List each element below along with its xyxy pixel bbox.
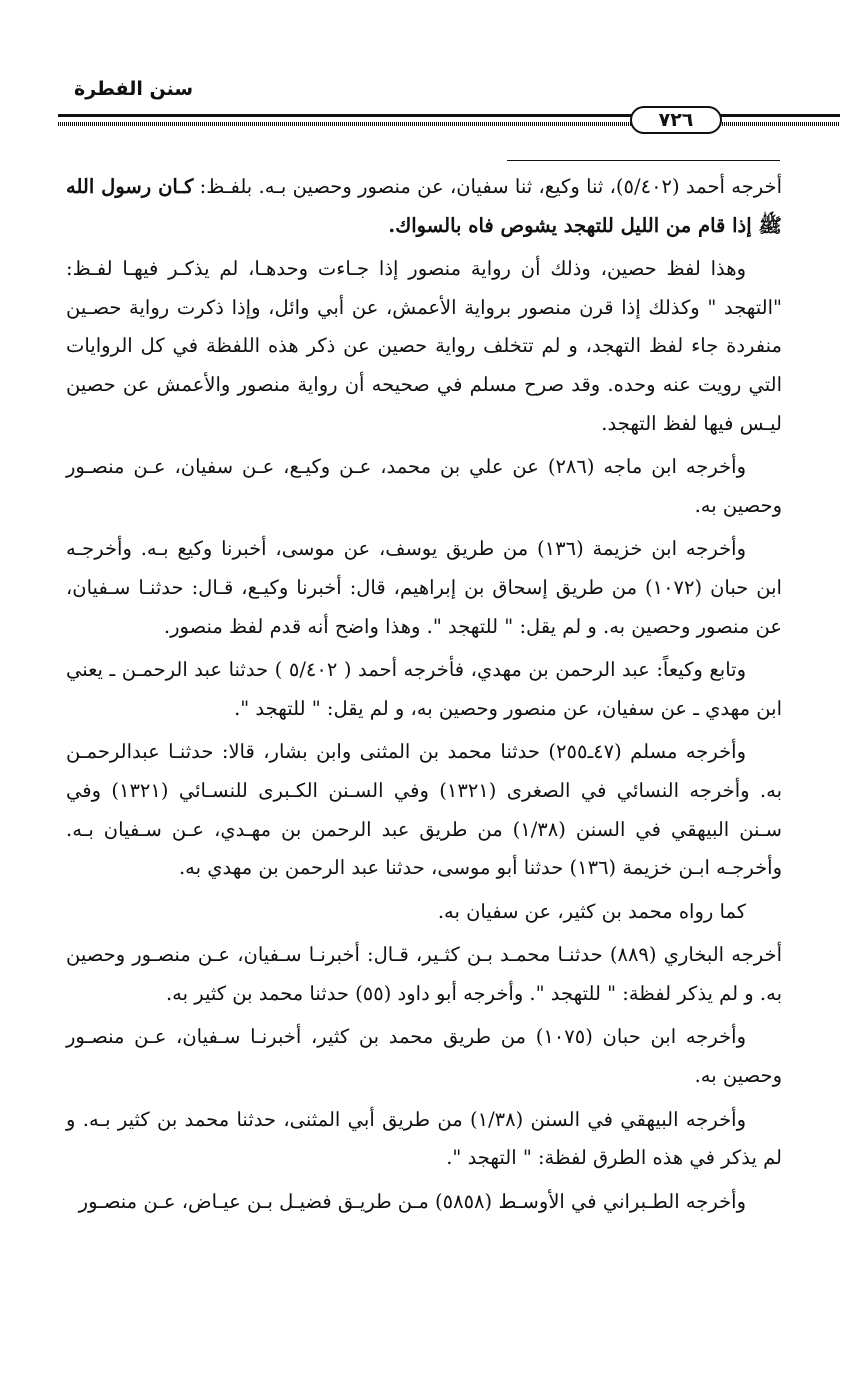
paragraph — [66, 1183, 782, 1222]
paragraph-text: وأخرجه ابن حبان (١٠٧٥) من طريق محمد بن كثير، أخبرنـا سـفيان، عـن منصـور وحصين به. — [66, 1025, 782, 1088]
paragraph-text: أخرجه البخاري (٨٨٩) حدثنـا محمـد بـن كثـير، قـال: أخبرنـا سـفيان، عـن منصـور وحصين به. و لم يذكر لفظة: " للتهجد ". وأخرجه أبو داود (٥٥) حدثنا محمد بن كثير به. — [66, 943, 782, 1005]
paragraph-text: وأخرجه مسلم (٤٧ـ٢٥٥) حدثنا محمد بن المثنى وابن بشار، قالا: حدثنـا عبدالرحمـن به. وأخرجه النسائي في الصغرى (١٣٢١) وفي السـنن الكـبرى للنسـائي (١٣٢١) وفي سـنن البيهقي في السنن (١/٣٨) من طريق عبد الرحمن بن مهـدي، عـن سـفيان بـه. وأخرجـه ابـن خزيمة (١٣٦) حدثنا أبو موسى، حدثنا عبد الرحمن بن مهدي به. — [66, 740, 782, 880]
paragraph-text: وأخرجه البيهقي في السنن (١/٣٨) من طريق أبي المثنى، حدثنا محمد بن كثير بـه. و لم يذكر في هذه الطرق لفظة: " التهجد ". — [66, 1107, 782, 1170]
page-number: ٧٢٦ — [630, 106, 722, 134]
paragraph-text: كما رواه محمد بن كثير، عن سفيان به. — [437, 899, 746, 923]
paragraph — [66, 530, 782, 646]
paragraph-text: وهذا لفظ حصين، وذلك أن رواية منصور إذا جـاءت وحدهـا، لم يذكـر فيهـا لفـظ: "التهجد " وكذلك إذا قرن منصور برواية الأعمش، عن أبي وائل، وإذا ذكرت رواية حصـين منفردة جاء لفظ التهجد، و لم تتخلف رواية حصين عن ذكر هذه اللفظة في كل الروايات التي رويت عنه وحده. وقد صرح مسلم في صحيحه أن رواية منصور والأعمش عن حصين ليـس فيها لفظ التهجد. — [66, 257, 782, 435]
paragraph — [66, 168, 782, 245]
footnote-separator — [507, 160, 780, 161]
paragraph — [66, 1018, 782, 1095]
paragraph — [66, 250, 782, 443]
paragraph-text: أخرجه أحمد (٥/٤٠٢)، ثنا وكيع، ثنا سفيان، عن منصور وحصين بـه. بلفـظ: — [193, 175, 782, 198]
paragraph — [66, 733, 782, 887]
paragraph-text: وأخرجه الطـبراني في الأوسـط (٥٨٥٨) مـن طريـق فضيـل بـن عيـاض، عـن منصـور — [78, 1189, 746, 1213]
paragraph — [66, 448, 782, 525]
header-rule — [58, 114, 840, 117]
paragraph-text: وأخرجه ابن خزيمة (١٣٦) من طريق يوسف، عن موسى، أخبرنا وكيع بـه. وأخرجـه ابن حبان (١٠٧٢) من طريق إسحاق بن إبراهيم، قال: أخبرنا وكيـع، قـال: حدثنـا سـفيان، عن منصور وحصين به. و لم يقل: " للتهجد ". وهذا واضح أنه قدم لفظ منصور. — [66, 537, 782, 638]
paragraph — [66, 651, 782, 728]
paragraph — [66, 936, 782, 1013]
paragraph — [66, 893, 782, 932]
hadith-quote: كـان رسول الله ﷺ إذا قام من الليل للتهجد يشوص فاه بالسواك. — [66, 175, 782, 237]
paragraph-text: وأخرجه ابن ماجه (٢٨٦) عن علي بن محمد، عـن وكيـع، عـن سفيان، عـن منصـور وحصين به. — [66, 455, 782, 517]
book-title: سنن الفطرة — [74, 78, 194, 100]
page-body — [66, 168, 782, 1226]
paragraph — [66, 1101, 782, 1178]
header-hatched-rule — [58, 122, 840, 126]
page-header — [0, 0, 868, 140]
paragraph-text: وتابع وكيعاً: عبد الرحمن بن مهدي، فأخرجه أحمد ( ٥/٤٠٢ ) حدثنا عبد الرحمـن ـ يعني ابن مهدي ـ عن سفيان، عن منصور وحصين به، و لم يقل: " للتهجد ". — [66, 658, 782, 720]
